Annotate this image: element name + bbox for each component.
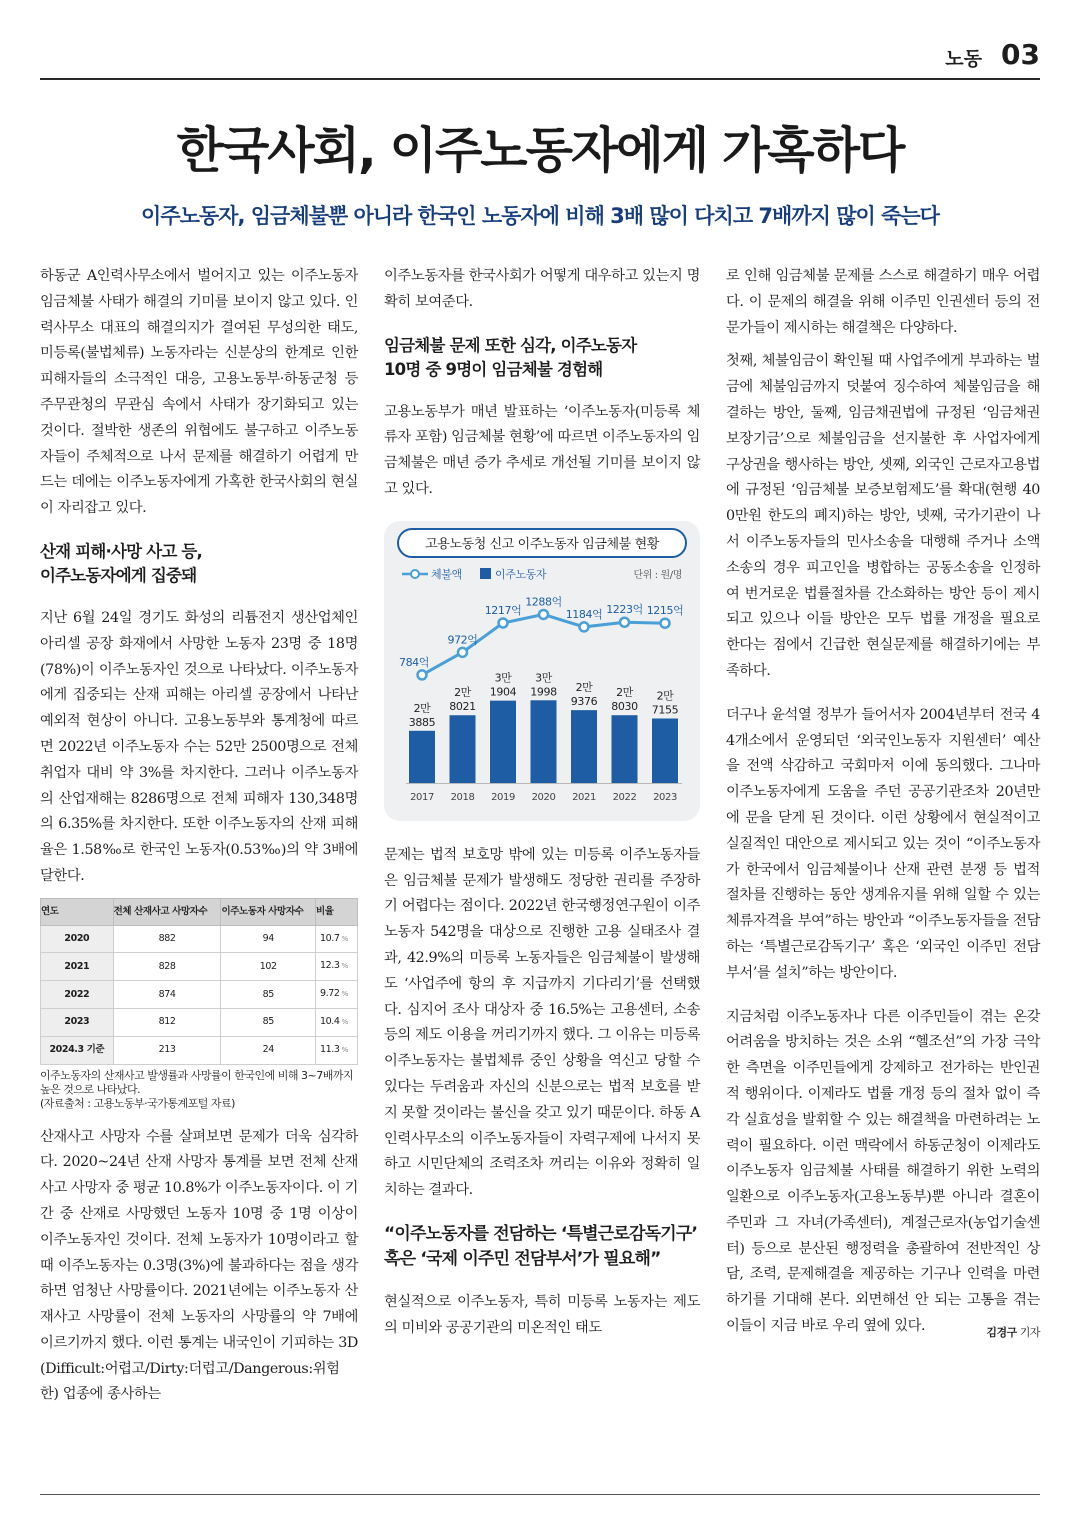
cell-value: 10.7 [320, 932, 340, 944]
x-tick-label: 2022 [612, 791, 637, 803]
table-cell-ratio [316, 1036, 358, 1064]
x-tick-label: 2018 [450, 791, 475, 803]
line-point-2019 [499, 618, 508, 627]
paragraph: 이주노동자를 한국사회가 어떻게 대우하고 있는지 명확히 보여준다. [384, 268, 700, 310]
legend-line-label: 체불액 [431, 567, 462, 581]
table-cell-year [41, 1036, 114, 1064]
cell-value: 882 [158, 933, 176, 945]
paragraph: 하동군 A인력사무소에서 벌어지고 있는 이주노동자 임금체불 사태가 해결의 기미를 보이지 않고 있다. 인력사무소 대표의 해결의지가 결여된 무성의한 태도, 미등록(불법체류) 노동자라는 신분상의 한계로 인한 피해자들의 소극적인 대응, 고용노동부·하동군청 등 주무관청의 무관심 속에서 사태가 장기화되고 있는 것이다. 절박한 생존의 위협에도 불구하고 이주노동자들이 주체적으로 나서 문제를 해결하기 어렵게 만드는 데에는 이주노동자에게 가혹한 한국사회의 현실이 자리잡고 있다. [40, 268, 358, 517]
x-tick-label: 2019 [491, 791, 515, 803]
line-point-label: 1215억 [646, 603, 684, 617]
wage-arrears-chart [384, 521, 700, 821]
chart-unit-label: 단위 : 원/명 [633, 569, 682, 581]
line-point-label: 1184억 [565, 607, 603, 621]
heading-line: 산재 피해·사망 사고 등, [40, 541, 203, 561]
table-cell-total [113, 925, 221, 953]
x-tick-label: 2021 [572, 791, 596, 803]
cell-value: 874 [158, 988, 176, 1000]
line-point-label: 1288억 [525, 595, 562, 609]
cell-value: 11.3 [320, 1043, 340, 1055]
table-cell-year [41, 1008, 114, 1036]
table-header: 연도 [41, 898, 114, 925]
line-point-label: 1223억 [606, 603, 643, 617]
cell-value: 12.3 [320, 960, 340, 972]
table-cell-ratio [316, 953, 358, 981]
author-role: 기자 [1019, 1326, 1040, 1340]
caption-source: (자료출처 : 고용노동부·국가통계포털 자료) [40, 1096, 235, 1110]
table-cell-ratio [316, 925, 358, 953]
table-cell-year [41, 981, 114, 1009]
cell-unit: % [341, 990, 348, 999]
cell-unit: % [341, 1017, 348, 1026]
table-cell-migrant [221, 981, 316, 1009]
paragraph: 로 인해 임금체불 문제를 스스로 해결하기 매우 어렵다. 이 문제의 해결을 위해 이주민 인권센터 등의 전문가들이 제시하는 해결책은 다양하다. [726, 268, 1040, 336]
x-tick-label: 2017 [410, 791, 434, 803]
cell-value: 94 [262, 933, 274, 945]
paragraph: 산재사고 사망자 수를 살펴보면 문제가 더욱 심각하다. 2020~24년 산재 사망자 통계를 보면 전체 산재사고 사망자 중 평균 10.8%가 이주노동자이다. 이 기간 중 산재로 사망했던 노동자 10명 중 1명 이상이 이주노동자인 것이다. 전체 노동자가 10명이라고 할 때 이주노동자는 0.3명(3%)에 불과하다는 점을 생각하면 엄청난 사망률이다. 2021년에는 이주노동자 산재사고 사망률이 전체 노동자의 사망률의 약 7배에 이르기까지 했다. 이런 통계는 내국인이 기피하는 3D(Difficult:어렵고/Dirty:더럽고/Dangerous:위험한) 업종에 종사하는 [40, 1128, 358, 1403]
cell-value: 2024.3 기준 [49, 1044, 105, 1056]
bar-label-bottom: 8030 [611, 699, 638, 713]
x-tick-label: 2023 [653, 791, 677, 803]
cell-value: 2023 [64, 1016, 90, 1028]
line-point-2022 [620, 618, 629, 627]
bar-label-top: 3만 [535, 671, 552, 685]
table-cell-year [41, 925, 114, 953]
bar-label-bottom: 7155 [651, 703, 679, 717]
bar-2018 [450, 715, 476, 783]
footer-rule [40, 1494, 1040, 1495]
section-heading: “이주노동자를 전담하는 ‘특별근로감독기구’ 혹은 ‘국제 이주민 전담부서’가 필요해” [384, 1223, 698, 1269]
line-point-2023 [661, 618, 670, 627]
bar-label-bottom: 8021 [449, 700, 476, 714]
x-tick-label: 2020 [531, 791, 556, 803]
table-cell-migrant [221, 925, 316, 953]
cell-value: 24 [262, 1044, 274, 1056]
section-heading [384, 334, 700, 382]
byline [986, 1320, 1040, 1346]
cell-value: 9.72 [320, 988, 340, 1000]
bar-label-top: 3만 [494, 671, 512, 685]
paragraph: 더구나 윤석열 정부가 들어서자 2004년부터 전국 44개소에서 운영되던 ‘외국인노동자 지원센터’ 예산을 전액 삭감하고 국회마저 이에 동의했다. 그나마 이주노동자에게 도움을 주던 공공기관조차 20년만에 문을 닫게 된 것이다. 이런 상황에서 현실적이고 실질적인 대안으로 제시되고 있는 것이 “이주노동자가 한국에서 임금체불이나 산재 관련 분쟁 등 법적 절차를 진행하는 동안 생계유지를 위해 일할 수 있는 체류자격을 부여”하는 방안과 “이주노동자들을 전담하는 ‘특별근로감독기구’ 혹은 ‘외국인 이주민 전담부서’를 설치”하는 방안이다. [726, 706, 1040, 981]
paragraph: 문제는 법적 보호망 밖에 있는 미등록 이주노동자들은 임금체불 문제가 발생해도 정당한 권리를 주장하기 어렵다는 점이다. 2022년 한국행정연구원이 이주노동자 542명을 대상으로 진행한 고용 실태조사 결과, 42.9%의 미등록 노동자들은 임금체불이 발생해도 ‘사업주에 항의 후 지급까지 기다리기’를 선택했다. 심지어 조사 대상자 중 16.5%는 고용센터, 소송 등의 제도 이용을 꺼리기까지 했다. 그 이유는 미등록 이주노동자는 불법체류 중인 상황을 역신고 당할 수 있다는 두려움과 자신의 신분으로는 법적 보호를 받지 못할 것이라는 불신을 갖고 있기 때문이다. 하동 A인력사무소의 이주노동자들이 자력구제에 나서지 못하고 시민단체의 조력조차 꺼리는 이유와 정확히 일치하는 결과다. [384, 846, 700, 1199]
table-header: 비율 [316, 898, 358, 925]
bar-label-top: 2만 [656, 689, 674, 703]
table-cell-ratio [316, 1008, 358, 1036]
bar-label-top: 2만 [413, 701, 431, 715]
cell-value: 213 [158, 1044, 176, 1056]
table-row [41, 953, 358, 981]
paragraph: 현실적으로 이주노동자, 특히 미등록 노동자는 제도의 미비와 공공기관의 미온적인 태도 [384, 1293, 700, 1336]
line-point-label: 1217억 [484, 603, 522, 617]
cell-value: 812 [158, 1016, 176, 1028]
table-cell-total [113, 981, 221, 1009]
bar-label-top: 2만 [616, 685, 633, 699]
paragraph: 고용노동부가 매년 발표하는 ‘이주노동자(미등록 체류자 포함) 임금체불 현황’에 따르면 이주노동자의 임금체불은 매년 증가 추세로 개선될 기미를 보이지 않고 있다. [384, 403, 700, 497]
table-cell-year [41, 953, 114, 981]
cell-unit: % [341, 962, 348, 971]
cell-value: 102 [259, 960, 277, 972]
cell-value: 2022 [64, 988, 90, 1000]
line-point-2018 [458, 648, 467, 657]
chart-svg [384, 521, 700, 821]
page-header [40, 36, 1040, 80]
bar-2022 [612, 715, 638, 783]
bar-2020 [531, 700, 557, 783]
cell-value: 85 [262, 1016, 274, 1028]
table-body [41, 925, 358, 1064]
article-subtitle: 이주노동자, 임금체불뿐 아니라 한국인 노동자에 비해 3배 많이 다치고 7배까지 많이 죽는다 [141, 204, 939, 228]
bar-2017 [409, 731, 435, 783]
table-row [41, 925, 358, 953]
column-3 [726, 264, 1040, 1358]
section-name: 노동 [945, 48, 982, 70]
table-cell-total [113, 1008, 221, 1036]
column-2 [384, 264, 700, 1360]
table-header: 이주노동자 사망자수 [221, 898, 316, 925]
legend-bar-label: 이주노동자 [495, 567, 547, 581]
heading-line: 10명 중 9명이 임금체불 경험해 [384, 359, 603, 379]
bar-2021 [571, 710, 597, 783]
cell-value: 2020 [64, 933, 90, 945]
fatality-table [40, 898, 358, 1065]
caption-text: 이주노동자의 산재사고 발생률과 사망률이 한국인에 비해 3~7배까지 높은 것으로 나타났다. [40, 1068, 354, 1096]
table-cell-migrant [221, 1036, 316, 1064]
line-point-2020 [539, 610, 548, 619]
bar-label-bottom: 1998 [530, 685, 557, 699]
line-point-label: 784억 [398, 655, 430, 669]
table-row [41, 1008, 358, 1036]
bar-label-top: 2만 [575, 680, 593, 694]
cell-value: 2021 [64, 960, 90, 972]
line-point-2021 [580, 622, 589, 631]
table-cell-total [113, 953, 221, 981]
legend-bar-swatch [480, 568, 491, 579]
table-cell-ratio [316, 981, 358, 1009]
table-caption [40, 1069, 358, 1111]
heading-line: 임금체불 문제 또한 심각, 이주노동자 [384, 335, 637, 355]
cell-value: 10.4 [320, 1015, 340, 1027]
table-header: 전체 산재사고 사망자수 [113, 898, 221, 925]
bar-label-bottom: 9376 [570, 694, 598, 708]
line-point-label: 972억 [447, 633, 478, 647]
paragraph: 첫째, 체불임금이 확인될 때 사업주에게 부과하는 벌금에 체불임금까지 덧붙여 징수하여 체불임금을 해결하는 방안, 둘째, 임금채권법에 규정된 ‘임금채권 보장기금’으로 체불임금을 선지불한 후 사업자에게 구상권을 행사하는 방안, 셋째, 외국인 근로자고용법에 규정된 ‘임금체불 보증보험제도’를 확대(현행 400만원 한도의 폐지)하는 방안, 넷째, 국가기관이 나서 이주노동자들의 민사소송을 대행해 주거나 소액 소송의 경우 피고인을 병합하는 공동소송을 인정하여 번거로운 법률절차를 간소화하는 방안 등이 제시되고 있으나 이들 방안은 모두 법률 개정을 필요로 한다는 점에서 긴급한 현실문제를 해결하기에는 부족하다. [726, 353, 1040, 679]
heading-line: 이주노동자에게 집중돼 [40, 565, 197, 585]
bar-label-bottom: 3885 [408, 715, 436, 729]
paragraph: 지난 6월 24일 경기도 화성의 리튬전지 생산업체인 아리셀 공장 화재에서 사망한 노동자 23명 중 18명(78%)이 이주노동자인 것으로 나타났다. 이주노동자에게 집중되는 산재 피해는 아리셀 공장에서 나타난 예외적 현상이 아니다. 고용노동부와 통계청에 따르면 2022년 이주노동자 수는 52만 2500명으로 전체 취업자 대비 약 3%를 차지한다. 그러나 이주노동자의 산업재해는 8286명으로 전체 피해자 130,348명의 6.35%를 차지한다. 또한 이주노동자의 산재 피해율은 1.58‰로 한국인 노동자(0.53‰)의 약 3배에 달한다. [40, 609, 358, 884]
table-row [41, 981, 358, 1009]
table-cell-migrant [221, 1008, 316, 1036]
cell-value: 828 [158, 960, 176, 972]
table-cell-migrant [221, 953, 316, 981]
author-name: 김경구 [986, 1326, 1017, 1340]
paragraph [726, 1005, 1040, 1340]
paragraph-text: 지금처럼 이주노동자나 다른 이주민들이 겪는 온갖 어려움을 방치하는 것은 소위 “헬조선”의 가장 극악한 측면을 이주민들에게 강제하고 전가하는 반인권적 행위이다. 이제라도 법률 개정 등의 절차 없이 즉각 실효성을 발휘할 수 있는 해결책을 마련하려는 노력이 필요하다. 이런 맥락에서 하동군청이 이제라도 이주노동자 임금체불 사태를 해결하기 위한 노력의 일환으로 이주노동자(고용노동부)뿐 아니라 결혼이주민과 그 자녀(가족센터), 계절근로자(농업기술센터) 등으로 분산된 행정력을 총괄하여 전반적인 상담, 조력, 문제해결을 제공하는 기구나 인력을 마련하기를 기대해 본다. 외면해선 안 되는 고통을 겪는 이들이 지금 바로 우리 옆에 있다. [726, 1008, 1040, 1335]
bar-label-bottom: 1904 [489, 685, 517, 699]
table-row [41, 1036, 358, 1064]
cell-value: 85 [262, 988, 274, 1000]
column-1 [40, 264, 358, 1426]
table-header-row [41, 898, 358, 925]
cell-unit: % [341, 1045, 348, 1054]
bar-2019 [490, 700, 516, 782]
bar-2023 [652, 718, 678, 783]
table-cell-total [113, 1036, 221, 1064]
legend-line-marker [411, 570, 419, 578]
cell-unit: % [341, 934, 348, 943]
section-heading [40, 540, 358, 588]
page-number: 03 [1001, 38, 1040, 71]
bar-label-top: 2만 [454, 686, 471, 700]
chart-title: 고용노동청 신고 이주노동자 임금체불 현황 [425, 536, 659, 552]
line-point-2017 [418, 670, 427, 679]
article-title: 한국사회, 이주노동자에게 가혹하다 [176, 122, 904, 179]
